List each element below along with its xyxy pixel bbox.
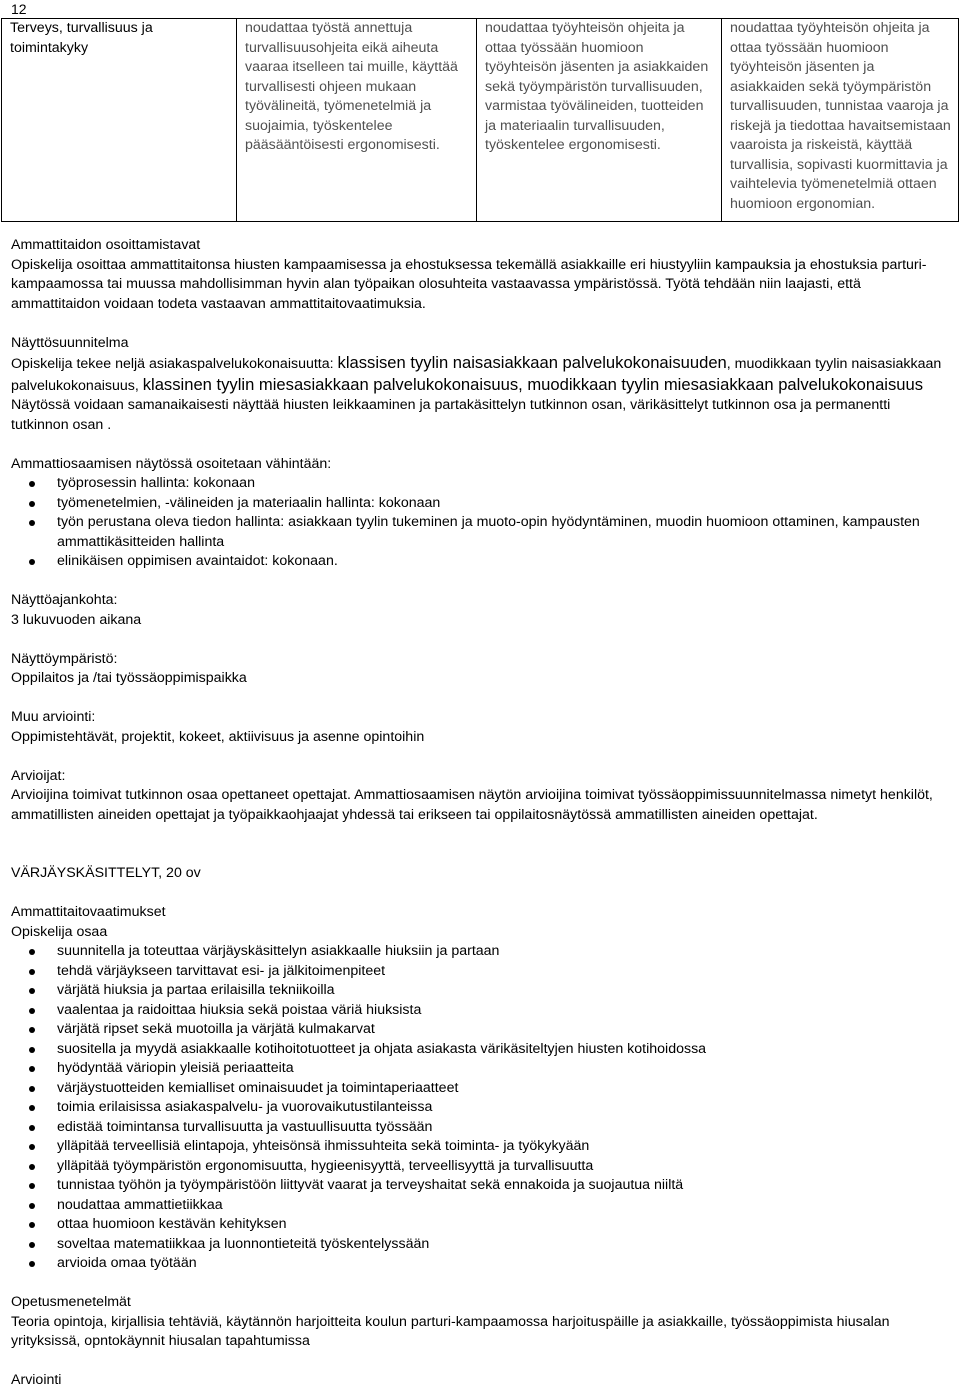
document-body <box>11 236 946 1391</box>
plan-section <box>11 334 946 436</box>
list-item: tehdä värjäykseen tarvittavat esi- ja jälkitoimenpiteet <box>57 962 946 982</box>
methods-text: Teoria opintoja, kirjallisia tehtäviä, käytännön harjoitteita koulun parturi-kampaamossa harjoituspäille ja asiakkaille, työssäoppimista hiusalan yrityksissä, opntokäynnit hiusalan tapahtumissa <box>11 1313 890 1349</box>
list-item: ylläpitää työympäristön ergonomisuutta, hygieenisyyttä, terveellisyyttä ja turvallisuutta <box>57 1157 946 1177</box>
plan-text-part: klassisen tyylin naisasiakkaan palvelukokonaisuuden <box>337 353 727 372</box>
coloring-title: VÄRJÄYSKÄSITTELYT, 20 ov <box>11 865 201 881</box>
skills-section <box>11 455 946 572</box>
evaluation-heading: Arviointi <box>11 1372 62 1388</box>
list-item: suositella ja myydä asiakkaalle kotihoitotuotteet ja ohjata asiakasta värikäsiteltyjen hiusten kotihoidossa <box>57 1040 946 1060</box>
other-assessment-text: Oppimistehtävät, projektit, kokeet, aktiivisuus ja asenne opintoihin <box>11 728 425 745</box>
requirements-heading: Ammattitaitovaatimukset <box>11 904 166 920</box>
plan-text-part: Opiskelija tekee neljä asiakaspalvelukokonaisuutta: <box>11 356 338 372</box>
list-item: soveltaa matematiikkaa ja luonnontieteitä työskentelyssään <box>57 1235 946 1255</box>
criteria-topic-cell: Terveys, turvallisuus ja toimintakyky <box>2 19 237 222</box>
criteria-satisfactory-cell: noudattaa työstä annettuja turvallisuusohjeita eikä aiheuta vaaraa itselleen tai muille, käyttää turvallisesti ohjeen mukaan työvälineitä, työmenetelmiä ja suojaimia, työskentelee pääsääntöisesti ergonomisesti. <box>237 19 477 222</box>
list-item: edistää toimintansa turvallisuutta ja vastuullisuutta työssään <box>57 1118 946 1138</box>
skills-heading: Ammattiosaamisen näytössä osoitetaan vähintään: <box>11 455 332 472</box>
list-item: työmenetelmien, -välineiden ja materiaalin hallinta: kokonaan <box>57 494 946 514</box>
list-item: työn perustana oleva tiedon hallinta: asiakkaan tyylin tukeminen ja muoto-opin hyödyntäminen, muodin huomioon ottaminen, kampausten ammattikäsitteiden hallinta <box>57 513 946 552</box>
demonstration-text: Opiskelija osoittaa ammattitaitonsa hiusten kampaamisessa ja ehostuksessa tekemällä asiakkaille eri hiustyyliin kampauksia ja ehostuksia parturi-kampaamossa tai muussa mahdollisimman hyvin alan työpaikan olosuhteita vastaavassa ympäristössä. Työtä tehdään niin laajasti, että ammattitaidon voidaan todeta vastaavan ammattitaitovaatimuksia. <box>11 256 927 312</box>
environment-section <box>11 650 946 689</box>
plan-heading: Näyttösuunnitelma <box>11 334 129 351</box>
list-item: värjätä ripset sekä muotoilla ja värjätä kulmakarvat <box>57 1020 946 1040</box>
timing-section <box>11 591 946 630</box>
list-item: noudattaa ammattietiikkaa <box>57 1196 946 1216</box>
other-assessment-heading: Muu arviointi: <box>11 709 96 725</box>
skills-list <box>11 474 946 572</box>
methods-heading: Opetusmenetelmät <box>11 1294 131 1310</box>
assessors-section <box>11 767 946 826</box>
list-item: työprosessin hallinta: kokonaan <box>57 474 946 494</box>
timing-text: 3 lukuvuoden aikana <box>11 611 142 628</box>
assessors-text: Arvioijina toimivat tutkinnon osaa opettaneet opettajat. Ammattiosaamisen näytön arvioijina toimivat työssäoppimissuunnitelmassa nimetyt henkilöt, ammatillisten aineiden opettajat ja työpaikkaohjaajat yhdessä tai erikseen tai oppilaitosnäytössä ammatillisten aineiden opettajat. <box>11 787 933 823</box>
criteria-table <box>1 18 959 222</box>
list-item: hyödyntää väriopin yleisiä periaatteita <box>57 1059 946 1079</box>
environment-heading: Näyttöympäristö: <box>11 650 118 667</box>
requirements-intro: Opiskelija osaa <box>11 923 108 940</box>
criteria-good-cell: noudattaa työyhteisön ohjeita ja ottaa työssään huomioon työyhteisön jäsenten ja asiakkaiden sekä työympäristön turvallisuuden, varmistaa työvälineiden, tuotteiden ja materiaalin turvallisuuden, työskentelee ergonomisesti. <box>477 19 722 222</box>
criteria-excellent-cell: noudattaa työyhteisön ohjeita ja ottaa työssään huomioon työyhteisön jäsenten ja asiakkaiden sekä työympäristön turvallisuuden, tunnistaa vaaroja ja riskejä ja tiedottaa havaitsemistaan vaaroista ja riskeistä, käyttää turvallisia, sopivasti kuormittavia ja vaihtelevia työmenetelmiä ottaen huomioon ergonomian. <box>722 19 959 222</box>
list-item: tunnistaa työhön ja työympäristöön liittyvät vaarat ja terveyshaitat sekä ennakoida ja suojautua niiltä <box>57 1176 946 1196</box>
assessors-heading: Arvioijat: <box>11 767 66 784</box>
list-item: toimia erilaisissa asiakaspalvelu- ja vuorovaikutustilanteissa <box>57 1098 946 1118</box>
list-item: arvioida omaa työtään <box>57 1254 946 1274</box>
plan-text-part: klassinen tyylin miesasiakkaan palvelukokonaisuus, muodikkaan tyylin miesasiakkaan palvelukokonaisuus <box>142 374 924 394</box>
requirements-list <box>11 942 946 1274</box>
demonstration-heading: Ammattitaidon osoittamistavat <box>11 237 201 253</box>
plan-text-extra: Näytössä voidaan samanaikaisesti näyttää hiusten leikkaaminen ja partakäsittelyn tutkinnon osan, värikäsittelyt tutkinnon osa ja permanentti tutkinnon osan . <box>11 397 891 433</box>
plan-text <box>11 353 946 396</box>
list-item: värjätä hiuksia ja partaa erilaisilla tekniikoilla <box>57 981 946 1001</box>
coloring-section <box>11 864 946 1391</box>
list-item: suunnitella ja toteuttaa värjäyskäsittelyn asiakkaalle hiuksiin ja partaan <box>57 942 946 962</box>
list-item: värjäystuotteiden kemialliset ominaisuudet ja toimintaperiaatteet <box>57 1079 946 1099</box>
table-row <box>2 19 959 222</box>
environment-text: Oppilaitos ja /tai työssäoppimispaikka <box>11 670 247 686</box>
timing-heading: Näyttöajankohta: <box>11 592 118 608</box>
list-item: elinikäisen oppimisen avaintaidot: kokonaan. <box>57 552 946 572</box>
demonstration-section <box>11 236 946 314</box>
list-item: ottaa huomioon kestävän kehityksen <box>57 1215 946 1235</box>
page-number: 12 <box>11 1 27 17</box>
list-item: ylläpitää terveellisiä elintapoja, yhteisönsä ihmissuhteita sekä toiminta- ja työkykyään <box>57 1137 946 1157</box>
list-item: vaalentaa ja raidoittaa hiuksia sekä poistaa väriä hiuksista <box>57 1001 946 1021</box>
other-assessment-section <box>11 708 946 747</box>
plan-text-part: , muodikkaan tyylin naisasiakkaan palvelukokonaisuus, <box>11 356 942 394</box>
